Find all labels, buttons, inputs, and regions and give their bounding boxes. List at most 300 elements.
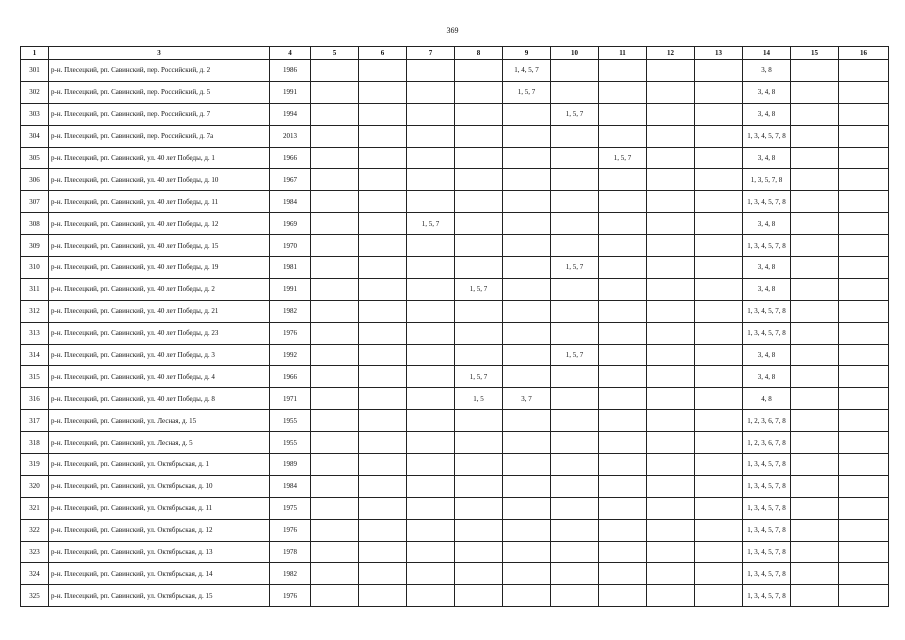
col11-cell bbox=[599, 563, 647, 585]
col11-cell bbox=[599, 454, 647, 476]
row-number: 312 bbox=[21, 300, 49, 322]
year-cell: 1981 bbox=[270, 257, 311, 279]
row-number: 304 bbox=[21, 125, 49, 147]
col11-cell bbox=[599, 169, 647, 191]
col10-cell bbox=[551, 497, 599, 519]
table-row bbox=[21, 322, 889, 344]
address-cell: р-н. Плесецкий, рп. Савинский, ул. Октябрьская, д. 10 bbox=[49, 475, 270, 497]
col16-cell bbox=[839, 278, 889, 300]
address-cell: р-н. Плесецкий, рп. Савинский, пер. Российский, д. 2 bbox=[49, 60, 270, 82]
col7-cell: 1, 5, 7 bbox=[407, 213, 455, 235]
col9-cell bbox=[503, 300, 551, 322]
table-row bbox=[21, 366, 889, 388]
col10-cell: 1, 5, 7 bbox=[551, 103, 599, 125]
col7-cell bbox=[407, 454, 455, 476]
col16-cell bbox=[839, 169, 889, 191]
year-cell: 1955 bbox=[270, 432, 311, 454]
col12-cell bbox=[647, 563, 695, 585]
address-cell: р-н. Плесецкий, рп. Савинский, ул. Октябрьская, д. 13 bbox=[49, 541, 270, 563]
col16-cell bbox=[839, 432, 889, 454]
col13-cell bbox=[695, 366, 743, 388]
col14-cell: 3, 4, 8 bbox=[743, 213, 791, 235]
col8-cell bbox=[455, 213, 503, 235]
column-header-15: 15 bbox=[791, 47, 839, 60]
col8-cell bbox=[455, 125, 503, 147]
col8-cell bbox=[455, 81, 503, 103]
col13-cell bbox=[695, 257, 743, 279]
row-number: 313 bbox=[21, 322, 49, 344]
column-header-4: 4 bbox=[270, 47, 311, 60]
col14-cell: 1, 3, 4, 5, 7, 8 bbox=[743, 563, 791, 585]
col5-cell bbox=[311, 103, 359, 125]
col9-cell bbox=[503, 454, 551, 476]
year-cell: 2013 bbox=[270, 125, 311, 147]
col9-cell bbox=[503, 366, 551, 388]
col13-cell bbox=[695, 213, 743, 235]
col16-cell bbox=[839, 235, 889, 257]
header-row bbox=[21, 47, 889, 60]
table-row bbox=[21, 191, 889, 213]
address-cell: р-н. Плесецкий, рп. Савинский, ул. Лесная, д. 15 bbox=[49, 410, 270, 432]
col15-cell bbox=[791, 191, 839, 213]
col12-cell bbox=[647, 410, 695, 432]
col14-cell: 3, 4, 8 bbox=[743, 257, 791, 279]
col5-cell bbox=[311, 278, 359, 300]
col8-cell bbox=[455, 257, 503, 279]
table-row bbox=[21, 147, 889, 169]
col6-cell bbox=[359, 344, 407, 366]
col5-cell bbox=[311, 125, 359, 147]
col6-cell bbox=[359, 235, 407, 257]
year-cell: 1978 bbox=[270, 541, 311, 563]
table-row bbox=[21, 475, 889, 497]
address-cell: р-н. Плесецкий, рп. Савинский, ул. 40 лет Победы, д. 12 bbox=[49, 213, 270, 235]
col7-cell bbox=[407, 432, 455, 454]
column-header-8: 8 bbox=[455, 47, 503, 60]
col8-cell bbox=[455, 585, 503, 607]
col12-cell bbox=[647, 60, 695, 82]
col9-cell: 1, 4, 5, 7 bbox=[503, 60, 551, 82]
col14-cell: 1, 3, 4, 5, 7, 8 bbox=[743, 585, 791, 607]
col13-cell bbox=[695, 278, 743, 300]
address-cell: р-н. Плесецкий, рп. Савинский, ул. 40 лет Победы, д. 23 bbox=[49, 322, 270, 344]
col6-cell bbox=[359, 388, 407, 410]
col14-cell: 3, 8 bbox=[743, 60, 791, 82]
col14-cell: 1, 3, 4, 5, 7, 8 bbox=[743, 541, 791, 563]
col14-cell: 1, 3, 4, 5, 7, 8 bbox=[743, 235, 791, 257]
col6-cell bbox=[359, 278, 407, 300]
col9-cell bbox=[503, 519, 551, 541]
col8-cell bbox=[455, 541, 503, 563]
col13-cell bbox=[695, 191, 743, 213]
col8-cell bbox=[455, 344, 503, 366]
col8-cell bbox=[455, 235, 503, 257]
row-number: 316 bbox=[21, 388, 49, 410]
col9-cell bbox=[503, 103, 551, 125]
col15-cell bbox=[791, 497, 839, 519]
col8-cell bbox=[455, 300, 503, 322]
col9-cell bbox=[503, 191, 551, 213]
col16-cell bbox=[839, 454, 889, 476]
col5-cell bbox=[311, 81, 359, 103]
col6-cell bbox=[359, 257, 407, 279]
col16-cell bbox=[839, 497, 889, 519]
address-cell: р-н. Плесецкий, рп. Савинский, ул. 40 лет Победы, д. 10 bbox=[49, 169, 270, 191]
col11-cell bbox=[599, 388, 647, 410]
col6-cell bbox=[359, 410, 407, 432]
col10-cell bbox=[551, 60, 599, 82]
col7-cell bbox=[407, 366, 455, 388]
col8-cell bbox=[455, 519, 503, 541]
col13-cell bbox=[695, 497, 743, 519]
col12-cell bbox=[647, 125, 695, 147]
col11-cell bbox=[599, 497, 647, 519]
col13-cell bbox=[695, 125, 743, 147]
col12-cell bbox=[647, 191, 695, 213]
col15-cell bbox=[791, 519, 839, 541]
col12-cell bbox=[647, 278, 695, 300]
col15-cell bbox=[791, 454, 839, 476]
col15-cell bbox=[791, 147, 839, 169]
col15-cell bbox=[791, 585, 839, 607]
address-cell: р-н. Плесецкий, рп. Савинский, ул. 40 лет Победы, д. 3 bbox=[49, 344, 270, 366]
col16-cell bbox=[839, 366, 889, 388]
col10-cell bbox=[551, 563, 599, 585]
year-cell: 1955 bbox=[270, 410, 311, 432]
col15-cell bbox=[791, 81, 839, 103]
address-cell: р-н. Плесецкий, рп. Савинский, ул. 40 лет Победы, д. 1 bbox=[49, 147, 270, 169]
col12-cell bbox=[647, 344, 695, 366]
row-number: 301 bbox=[21, 60, 49, 82]
col11-cell: 1, 5, 7 bbox=[599, 147, 647, 169]
col14-cell: 1, 2, 3, 6, 7, 8 bbox=[743, 432, 791, 454]
address-cell: р-н. Плесецкий, рп. Савинский, ул. Лесная, д. 5 bbox=[49, 432, 270, 454]
col9-cell bbox=[503, 147, 551, 169]
col12-cell bbox=[647, 585, 695, 607]
col15-cell bbox=[791, 278, 839, 300]
page-number: 369 bbox=[446, 26, 459, 35]
column-header-13: 13 bbox=[695, 47, 743, 60]
col11-cell bbox=[599, 541, 647, 563]
table-row bbox=[21, 344, 889, 366]
col11-cell bbox=[599, 475, 647, 497]
col13-cell bbox=[695, 475, 743, 497]
col6-cell bbox=[359, 366, 407, 388]
registry-table bbox=[20, 46, 889, 607]
col6-cell bbox=[359, 125, 407, 147]
table-row bbox=[21, 410, 889, 432]
col6-cell bbox=[359, 300, 407, 322]
col14-cell: 3, 4, 8 bbox=[743, 278, 791, 300]
col15-cell bbox=[791, 235, 839, 257]
col10-cell bbox=[551, 125, 599, 147]
col7-cell bbox=[407, 300, 455, 322]
col14-cell: 1, 3, 4, 5, 7, 8 bbox=[743, 519, 791, 541]
column-header-14: 14 bbox=[743, 47, 791, 60]
col8-cell bbox=[455, 147, 503, 169]
col10-cell bbox=[551, 278, 599, 300]
col14-cell: 1, 3, 4, 5, 7, 8 bbox=[743, 300, 791, 322]
col7-cell bbox=[407, 541, 455, 563]
col5-cell bbox=[311, 191, 359, 213]
col8-cell bbox=[455, 497, 503, 519]
year-cell: 1984 bbox=[270, 475, 311, 497]
col10-cell: 1, 5, 7 bbox=[551, 257, 599, 279]
col8-cell bbox=[455, 432, 503, 454]
col9-cell bbox=[503, 322, 551, 344]
col12-cell bbox=[647, 103, 695, 125]
row-number: 302 bbox=[21, 81, 49, 103]
col13-cell bbox=[695, 300, 743, 322]
col10-cell bbox=[551, 300, 599, 322]
table-row bbox=[21, 541, 889, 563]
address-cell: р-н. Плесецкий, рп. Савинский, ул. Октябрьская, д. 12 bbox=[49, 519, 270, 541]
col9-cell: 1, 5, 7 bbox=[503, 81, 551, 103]
col11-cell bbox=[599, 344, 647, 366]
col13-cell bbox=[695, 81, 743, 103]
col7-cell bbox=[407, 322, 455, 344]
col14-cell: 1, 3, 4, 5, 7, 8 bbox=[743, 475, 791, 497]
col7-cell bbox=[407, 388, 455, 410]
year-cell: 1969 bbox=[270, 213, 311, 235]
col12-cell bbox=[647, 541, 695, 563]
col16-cell bbox=[839, 81, 889, 103]
address-cell: р-н. Плесецкий, рп. Савинский, ул. 40 лет Победы, д. 15 bbox=[49, 235, 270, 257]
col16-cell bbox=[839, 213, 889, 235]
address-cell: р-н. Плесецкий, рп. Савинский, пер. Российский, д. 7а bbox=[49, 125, 270, 147]
col11-cell bbox=[599, 125, 647, 147]
col16-cell bbox=[839, 103, 889, 125]
col15-cell bbox=[791, 366, 839, 388]
column-header-3: 3 bbox=[49, 47, 270, 60]
col16-cell bbox=[839, 344, 889, 366]
col11-cell bbox=[599, 585, 647, 607]
col14-cell: 3, 4, 8 bbox=[743, 344, 791, 366]
col5-cell bbox=[311, 388, 359, 410]
address-cell: р-н. Плесецкий, рп. Савинский, ул. Октябрьская, д. 11 bbox=[49, 497, 270, 519]
col10-cell bbox=[551, 81, 599, 103]
col12-cell bbox=[647, 257, 695, 279]
col8-cell: 1, 5, 7 bbox=[455, 278, 503, 300]
address-cell: р-н. Плесецкий, рп. Савинский, ул. Октябрьская, д. 14 bbox=[49, 563, 270, 585]
row-number: 321 bbox=[21, 497, 49, 519]
col5-cell bbox=[311, 475, 359, 497]
col14-cell: 1, 2, 3, 6, 7, 8 bbox=[743, 410, 791, 432]
col16-cell bbox=[839, 257, 889, 279]
col9-cell bbox=[503, 213, 551, 235]
col6-cell bbox=[359, 432, 407, 454]
address-cell: р-н. Плесецкий, рп. Савинский, ул. Октябрьская, д. 15 bbox=[49, 585, 270, 607]
col5-cell bbox=[311, 147, 359, 169]
col11-cell bbox=[599, 366, 647, 388]
col16-cell bbox=[839, 410, 889, 432]
col10-cell bbox=[551, 585, 599, 607]
col7-cell bbox=[407, 519, 455, 541]
year-cell: 1992 bbox=[270, 344, 311, 366]
col6-cell bbox=[359, 81, 407, 103]
col11-cell bbox=[599, 257, 647, 279]
table-row bbox=[21, 454, 889, 476]
table-row bbox=[21, 278, 889, 300]
col8-cell bbox=[455, 103, 503, 125]
col9-cell bbox=[503, 344, 551, 366]
col5-cell bbox=[311, 519, 359, 541]
col8-cell bbox=[455, 563, 503, 585]
col16-cell bbox=[839, 475, 889, 497]
row-number: 320 bbox=[21, 475, 49, 497]
col13-cell bbox=[695, 169, 743, 191]
col7-cell bbox=[407, 257, 455, 279]
col12-cell bbox=[647, 213, 695, 235]
table-row bbox=[21, 213, 889, 235]
col16-cell bbox=[839, 322, 889, 344]
col5-cell bbox=[311, 235, 359, 257]
year-cell: 1986 bbox=[270, 60, 311, 82]
col6-cell bbox=[359, 103, 407, 125]
col7-cell bbox=[407, 344, 455, 366]
col7-cell bbox=[407, 81, 455, 103]
col6-cell bbox=[359, 191, 407, 213]
col5-cell bbox=[311, 60, 359, 82]
col15-cell bbox=[791, 125, 839, 147]
year-cell: 1966 bbox=[270, 147, 311, 169]
col8-cell bbox=[455, 454, 503, 476]
col12-cell bbox=[647, 147, 695, 169]
col13-cell bbox=[695, 410, 743, 432]
year-cell: 1967 bbox=[270, 169, 311, 191]
col5-cell bbox=[311, 541, 359, 563]
col6-cell bbox=[359, 519, 407, 541]
col16-cell bbox=[839, 147, 889, 169]
col9-cell bbox=[503, 475, 551, 497]
year-cell: 1976 bbox=[270, 322, 311, 344]
row-number: 303 bbox=[21, 103, 49, 125]
col10-cell bbox=[551, 388, 599, 410]
col12-cell bbox=[647, 81, 695, 103]
col10-cell: 1, 5, 7 bbox=[551, 344, 599, 366]
col13-cell bbox=[695, 235, 743, 257]
col8-cell bbox=[455, 60, 503, 82]
col7-cell bbox=[407, 235, 455, 257]
address-cell: р-н. Плесецкий, рп. Савинский, пер. Российский, д. 5 bbox=[49, 81, 270, 103]
column-header-16: 16 bbox=[839, 47, 889, 60]
row-number: 305 bbox=[21, 147, 49, 169]
col14-cell: 1, 3, 5, 7, 8 bbox=[743, 169, 791, 191]
table-row bbox=[21, 585, 889, 607]
row-number: 310 bbox=[21, 257, 49, 279]
table-row bbox=[21, 103, 889, 125]
col11-cell bbox=[599, 519, 647, 541]
table-row bbox=[21, 81, 889, 103]
col8-cell: 1, 5 bbox=[455, 388, 503, 410]
col5-cell bbox=[311, 344, 359, 366]
col12-cell bbox=[647, 322, 695, 344]
year-cell: 1976 bbox=[270, 585, 311, 607]
col7-cell bbox=[407, 191, 455, 213]
col15-cell bbox=[791, 388, 839, 410]
col7-cell bbox=[407, 563, 455, 585]
col12-cell bbox=[647, 169, 695, 191]
col16-cell bbox=[839, 563, 889, 585]
column-header-9: 9 bbox=[503, 47, 551, 60]
table-row bbox=[21, 169, 889, 191]
address-cell: р-н. Плесецкий, рп. Савинский, ул. 40 лет Победы, д. 4 bbox=[49, 366, 270, 388]
col6-cell bbox=[359, 541, 407, 563]
col6-cell bbox=[359, 475, 407, 497]
year-cell: 1991 bbox=[270, 81, 311, 103]
row-number: 325 bbox=[21, 585, 49, 607]
col11-cell bbox=[599, 81, 647, 103]
col8-cell: 1, 5, 7 bbox=[455, 366, 503, 388]
col14-cell: 4, 8 bbox=[743, 388, 791, 410]
col10-cell bbox=[551, 475, 599, 497]
col13-cell bbox=[695, 585, 743, 607]
col12-cell bbox=[647, 235, 695, 257]
col13-cell bbox=[695, 147, 743, 169]
col13-cell bbox=[695, 322, 743, 344]
col14-cell: 1, 3, 4, 5, 7, 8 bbox=[743, 191, 791, 213]
table-row bbox=[21, 497, 889, 519]
column-header-12: 12 bbox=[647, 47, 695, 60]
address-cell: р-н. Плесецкий, рп. Савинский, ул. Октябрьская, д. 1 bbox=[49, 454, 270, 476]
col12-cell bbox=[647, 519, 695, 541]
col9-cell: 3, 7 bbox=[503, 388, 551, 410]
col6-cell bbox=[359, 213, 407, 235]
row-number: 319 bbox=[21, 454, 49, 476]
table-row bbox=[21, 388, 889, 410]
table-row bbox=[21, 235, 889, 257]
col10-cell bbox=[551, 541, 599, 563]
col5-cell bbox=[311, 563, 359, 585]
column-header-6: 6 bbox=[359, 47, 407, 60]
col13-cell bbox=[695, 60, 743, 82]
col6-cell bbox=[359, 497, 407, 519]
year-cell: 1989 bbox=[270, 454, 311, 476]
col5-cell bbox=[311, 213, 359, 235]
col7-cell bbox=[407, 497, 455, 519]
col9-cell bbox=[503, 497, 551, 519]
col6-cell bbox=[359, 60, 407, 82]
col8-cell bbox=[455, 169, 503, 191]
col12-cell bbox=[647, 300, 695, 322]
table-row bbox=[21, 300, 889, 322]
address-cell: р-н. Плесецкий, рп. Савинский, пер. Российский, д. 7 bbox=[49, 103, 270, 125]
col9-cell bbox=[503, 410, 551, 432]
address-cell: р-н. Плесецкий, рп. Савинский, ул. 40 лет Победы, д. 21 bbox=[49, 300, 270, 322]
col13-cell bbox=[695, 388, 743, 410]
col13-cell bbox=[695, 432, 743, 454]
address-cell: р-н. Плесецкий, рп. Савинский, ул. 40 лет Победы, д. 8 bbox=[49, 388, 270, 410]
col13-cell bbox=[695, 103, 743, 125]
col15-cell bbox=[791, 213, 839, 235]
table-row bbox=[21, 125, 889, 147]
col8-cell bbox=[455, 322, 503, 344]
row-number: 323 bbox=[21, 541, 49, 563]
col11-cell bbox=[599, 191, 647, 213]
col14-cell: 1, 3, 4, 5, 7, 8 bbox=[743, 125, 791, 147]
table-row bbox=[21, 432, 889, 454]
row-number: 314 bbox=[21, 344, 49, 366]
table-row bbox=[21, 563, 889, 585]
col11-cell bbox=[599, 432, 647, 454]
row-number: 318 bbox=[21, 432, 49, 454]
row-number: 317 bbox=[21, 410, 49, 432]
year-cell: 1994 bbox=[270, 103, 311, 125]
year-cell: 1982 bbox=[270, 563, 311, 585]
col13-cell bbox=[695, 563, 743, 585]
row-number: 324 bbox=[21, 563, 49, 585]
table-row bbox=[21, 519, 889, 541]
